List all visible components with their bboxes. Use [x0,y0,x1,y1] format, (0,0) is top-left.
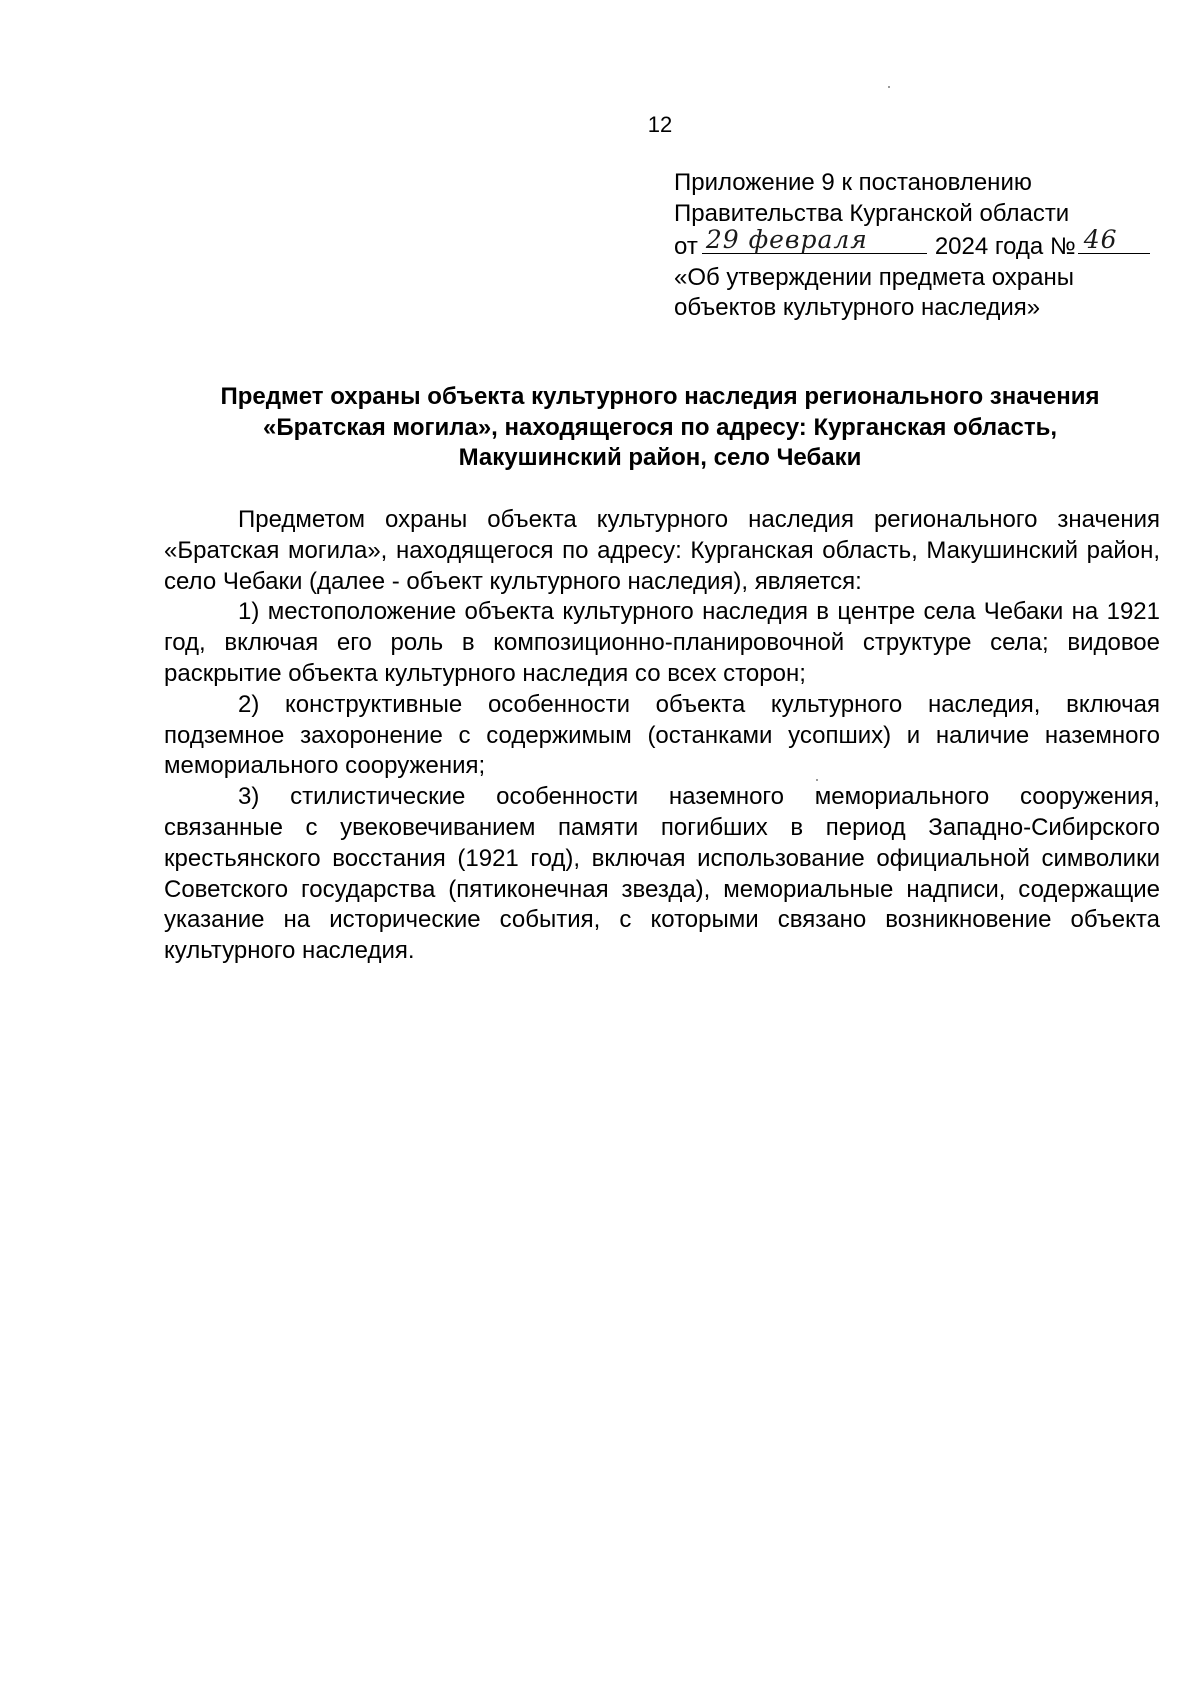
page-number: 12 [647,112,673,137]
handwritten-number-field [1078,224,1150,254]
handwritten-number: 46 [1083,224,1118,254]
list-item-2: 2) конструктивные особенности объекта культурного наследия, включая подземное захоронение с содержимым (останками усопших) и наличие наземного мемориального сооружения; [164,690,1160,780]
scan-speck [816,779,818,781]
title-line-1: Предмет охраны объекта культурного наследия регионального значения [220,383,1100,410]
document-body [164,505,1160,967]
appendix-line-4: «Об утверждении предмета охраны [674,263,1074,291]
scan-speck [888,86,890,88]
appendix-line-2: Правительства Курганской области [674,199,1070,227]
title-line-2: «Братская могила», находящегося по адресу: Курганская область, [262,413,1058,441]
title-line-3: Макушинский район, село Чебаки [458,444,862,471]
list-item-1: 1) местоположение объекта культурного наследия в центре села Чебаки на 1921 год, включая его роль в композиционно-планировочной структуре села; видовое раскрытие объекта культурного наследия со всех сторон; [164,598,1160,687]
appendix-date-line [674,224,1154,263]
handwritten-date: 29 февраля [705,224,868,254]
appendix-line-5: объектов культурного наследия» [674,294,1041,321]
intro-paragraph: Предметом охраны объекта культурного наследия регионального значения «Братская могила», находящегося по адресу: Курганская область, Макушинский район, село Чебаки (далее - объект культурного наследия), является: [164,506,1160,595]
handwritten-date-field [702,224,927,254]
year-text: 2024 года № [934,233,1076,260]
document-title [160,382,1160,474]
appendix-line-1: Приложение 9 к постановлению [674,169,1032,196]
appendix-header [674,168,1154,324]
date-prefix: от [674,233,698,260]
list-item-3: 3) стилистические особенности наземного мемориального сооружения, связанные с увековечиванием памяти погибших в период Западно-Сибирского крестьянского восстания (1921 год), включая использование официальной символики Советского государства (пятиконечная звезда), мемориальные надписи, содержащие указание на исторические события, с которыми связано возникновение объекта культурного наследия. [164,783,1160,965]
